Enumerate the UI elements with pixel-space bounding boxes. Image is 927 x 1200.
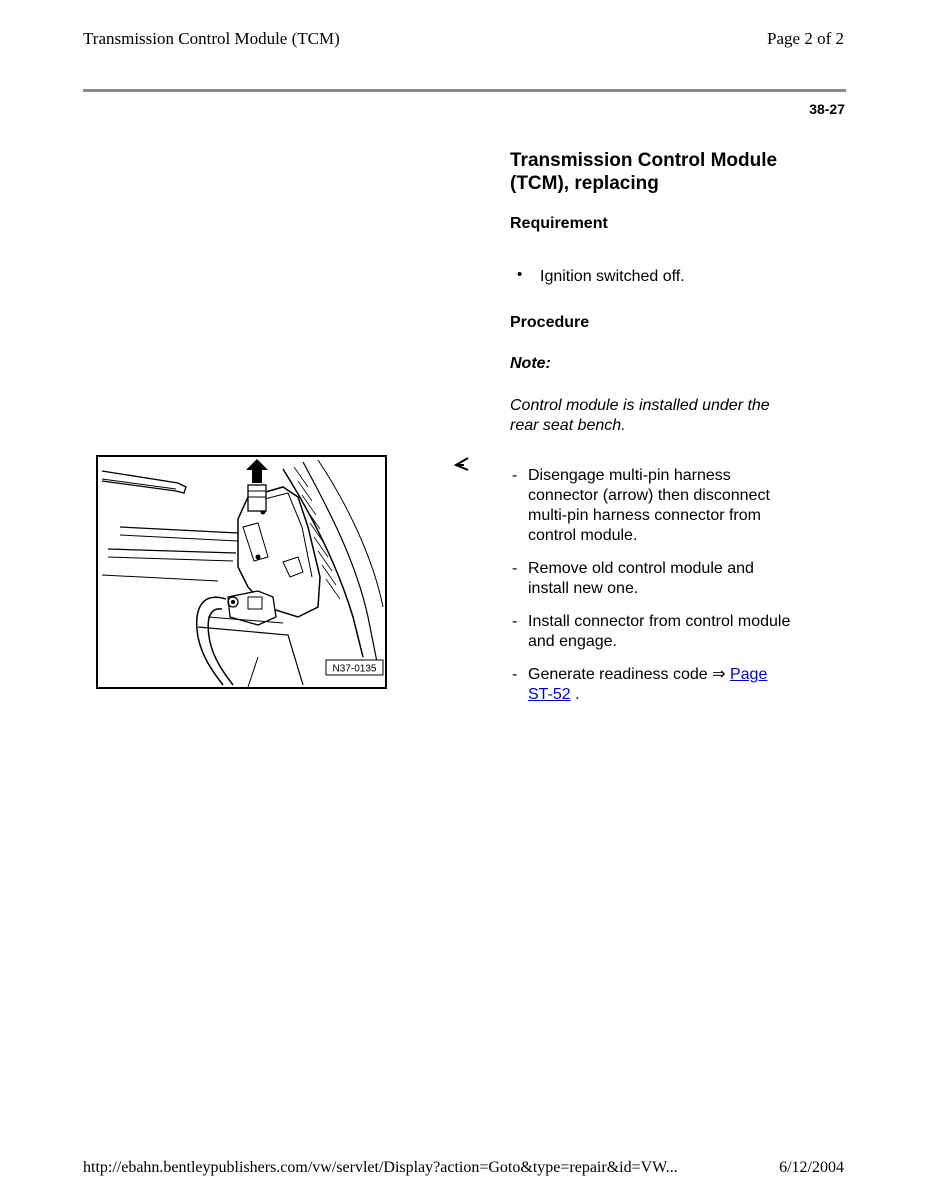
arrow-right-icon: ⇒ [712,666,726,683]
requirement-item: Ignition switched off. [540,268,685,285]
page-title-line-1: Transmission Control Module [510,150,778,171]
section-number: 38-27 [809,101,845,117]
header-divider [83,89,846,92]
bullet-icon: • [517,266,523,283]
figure-label: N37-0135 [332,663,377,675]
footer-url: http://ebahn.bentleypublishers.com/vw/servlet/Display?action=Goto&type=repair&id=VW... [83,1159,678,1176]
step-line: Disengage multi-pin harness [528,467,731,484]
step-line: install new one. [528,580,639,597]
step-dash: - [512,560,518,577]
page-number: Page 2 of 2 [767,29,844,48]
tcm-illustration [96,455,387,689]
step-line: Install connector from control module [528,613,791,630]
note-text [510,396,820,436]
page-title-line-2: (TCM), replacing [510,173,659,194]
header-title: Transmission Control Module (TCM) [83,29,340,48]
figure-pointer-icon [454,456,470,472]
step-line: and engage. [528,633,617,650]
procedure-heading: Procedure [510,314,590,331]
step-line: Remove old control module and [528,560,754,577]
requirement-heading: Requirement [510,215,608,232]
step-line: control module. [528,527,638,544]
tcm-drawing [98,457,385,687]
step-dash: - [512,666,518,683]
page-title [510,149,846,195]
note-heading: Note: [510,355,551,372]
note-text-line-1: Control module is installed under the [510,397,770,414]
step-dash: - [512,613,518,630]
step-line: multi-pin harness connector from [528,507,761,524]
step-end: . [575,686,580,703]
step-line: connector (arrow) then disconnect [528,487,770,504]
step-text: Generate readiness code [528,666,708,683]
footer-date: 6/12/2004 [779,1159,844,1176]
page-link[interactable]: Page [729,666,768,683]
note-text-line-2: rear seat bench. [510,417,626,434]
step-dash: - [512,467,518,484]
page-link[interactable]: ST-52 [528,686,571,703]
